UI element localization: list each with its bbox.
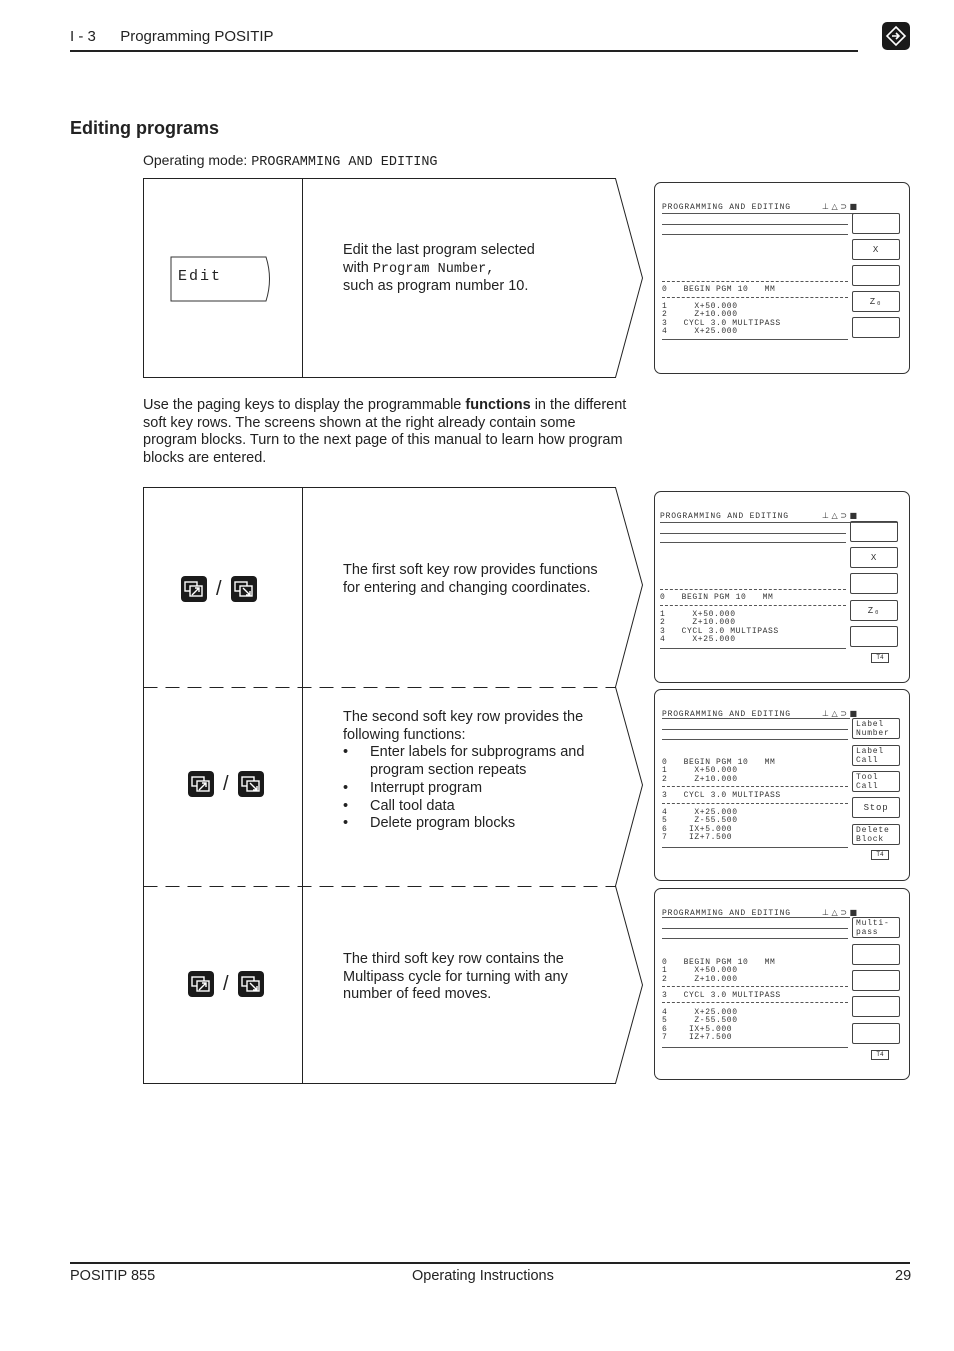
para-part-c: in the different soft key rows. The screens shown at the right already contain some program blocks. Turn to the next page of this manual to learn how program blocks are entered. <box>143 397 627 467</box>
row1-description: The first soft key row provides functions for entering and changing coordinates. <box>343 562 598 596</box>
para-part-a: Use the paging keys to display the programmable <box>143 397 462 413</box>
program-blocks: 1 X+50.000 2 Z+10.000 3 CYCL 3.0 MULTIPASS 4 X+25.000 <box>660 610 779 645</box>
list-item: • Delete program blocks <box>343 815 605 833</box>
softkey-z0[interactable]: Z₀ <box>850 600 898 621</box>
softkey-empty[interactable] <box>852 1023 900 1044</box>
softkey-empty[interactable] <box>852 996 900 1017</box>
softkey-empty[interactable] <box>852 265 900 286</box>
status-icons: ⊥ △ ⊃ ■ <box>821 202 857 211</box>
softkey-stop[interactable]: Stop <box>852 797 900 818</box>
program-block-begin: 0 BEGIN PGM 10 MM <box>660 593 774 602</box>
program-number-label: Program Number, <box>372 261 495 277</box>
mode-label: Operating mode: <box>143 152 248 168</box>
edit-text-line2 <box>343 260 613 279</box>
edit-description <box>343 242 613 296</box>
softkey-label-call[interactable]: Label Call <box>852 745 900 766</box>
page-down-key-icon[interactable] <box>238 971 264 997</box>
edit-text-with: with <box>343 259 369 276</box>
status-icons: ⊥ △ ⊃ ■ <box>821 511 857 520</box>
mode-value: PROGRAMMING AND EDITING <box>251 155 438 170</box>
softkey-z0[interactable]: Z₀ <box>852 291 900 312</box>
row3-description: The third soft key row contains the Multipass cycle for turning with any number of feed moves. <box>343 951 568 1003</box>
page-up-key-icon[interactable] <box>181 576 207 602</box>
screen-title: PROGRAMMING AND EDITING <box>660 512 789 521</box>
page-up-key-icon[interactable] <box>188 971 214 997</box>
edit-text-line3: such as program number 10. <box>343 278 529 295</box>
softkey-empty[interactable] <box>850 626 898 647</box>
tool-indicator: T4 <box>871 1050 889 1060</box>
softkey-empty[interactable] <box>852 213 900 234</box>
program-blocks-top: 0 BEGIN PGM 10 MM 1 X+50.000 2 Z+10.000 <box>662 758 776 784</box>
softkey-empty[interactable] <box>852 944 900 965</box>
softkey-x[interactable]: X <box>850 547 898 568</box>
row2-intro: The second soft key row provides the following functions: <box>343 709 584 743</box>
status-icons: ⊥ △ ⊃ ■ <box>821 709 857 718</box>
paging-paragraph <box>143 397 633 468</box>
softkey-label-number[interactable]: Label Number <box>852 718 900 739</box>
program-block-begin: 0 BEGIN PGM 10 MM <box>662 285 776 294</box>
page-down-key-icon[interactable] <box>231 576 257 602</box>
key-separator: / <box>223 772 229 795</box>
section-number: I - 3 <box>70 28 96 45</box>
page-up-key-icon[interactable] <box>188 771 214 797</box>
program-blocks-bottom: 4 X+25.000 5 Z-55.500 6 IX+5.000 7 IZ+7.500 <box>662 808 738 843</box>
para-functions-bold: functions <box>465 397 531 413</box>
softkey-empty[interactable] <box>852 970 900 991</box>
paging-keys-row2 <box>188 771 264 797</box>
list-item: • Interrupt program <box>343 780 605 798</box>
screen-title: PROGRAMMING AND EDITING <box>662 909 791 918</box>
softkey-x[interactable]: X <box>852 239 900 260</box>
display-screen-1 <box>654 182 910 374</box>
softkey-delete-block[interactable]: Delete Block <box>852 824 900 845</box>
page-title: Editing programs <box>70 118 220 138</box>
program-blocks: 1 X+50.000 2 Z+10.000 3 CYCL 3.0 MULTIPASS 4 X+25.000 <box>662 302 781 337</box>
page-down-key-icon[interactable] <box>238 771 264 797</box>
list-item: • Enter labels for subprograms and program section repeats <box>343 744 605 779</box>
paging-keys-row1 <box>181 576 257 602</box>
status-icons: ⊥ △ ⊃ ■ <box>821 908 857 917</box>
display-screen-4 <box>654 888 910 1080</box>
display-screen-2 <box>654 491 910 683</box>
softkey-empty[interactable] <box>850 573 898 594</box>
softkey-multipass[interactable]: Multi- pass <box>852 917 900 938</box>
row2-description <box>343 709 605 833</box>
paging-keys-row3 <box>188 971 264 997</box>
edit-softkey[interactable] <box>170 256 272 300</box>
key-separator: / <box>223 972 229 995</box>
softkey-empty[interactable] <box>850 521 898 542</box>
footer-rule <box>70 1262 910 1264</box>
softkey-tool-call[interactable]: Tool Call <box>852 771 900 792</box>
key-separator: / <box>216 577 222 600</box>
program-blocks-bottom: 4 X+25.000 5 Z-55.500 6 IX+5.000 7 IZ+7.500 <box>662 1008 738 1043</box>
page-number: 29 <box>895 1268 912 1284</box>
tool-indicator: T4 <box>871 653 889 663</box>
screen-title: PROGRAMMING AND EDITING <box>662 203 791 212</box>
program-block-cycle: 3 CYCL 3.0 MULTIPASS <box>662 991 781 1000</box>
footer-product: POSITIP 855 <box>70 1268 156 1284</box>
screen-title: PROGRAMMING AND EDITING <box>662 710 791 719</box>
edit-text-line1: Edit the last program selected <box>343 242 535 258</box>
list-item: • Call tool data <box>343 798 605 816</box>
tool-indicator: T4 <box>871 850 889 860</box>
softkey-empty[interactable] <box>852 317 900 338</box>
section-title: Programming POSITIP <box>120 28 274 45</box>
program-blocks-top: 0 BEGIN PGM 10 MM 1 X+50.000 2 Z+10.000 <box>662 958 776 984</box>
footer-document: Operating Instructions <box>412 1268 554 1284</box>
edit-softkey-label: Edit <box>178 268 223 285</box>
display-screen-3 <box>654 689 910 881</box>
program-block-cycle: 3 CYCL 3.0 MULTIPASS <box>662 791 781 800</box>
